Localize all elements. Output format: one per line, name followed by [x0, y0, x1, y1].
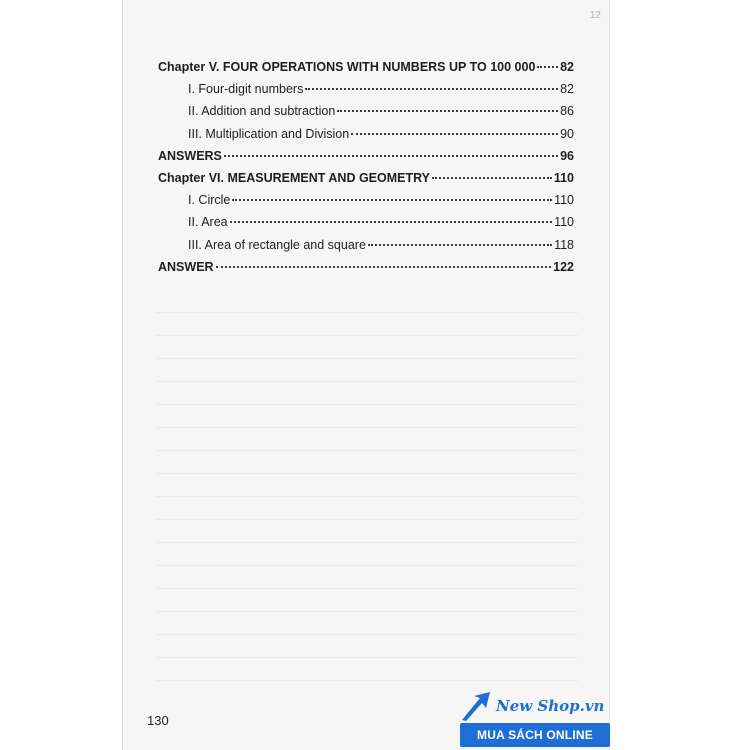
- book-page: [122, 0, 610, 750]
- toc-entry-page: 110: [553, 170, 574, 185]
- watermark-logo: [460, 690, 610, 722]
- toc-entry: [158, 234, 574, 256]
- toc-entry: [158, 211, 574, 233]
- watermark-brand: New Shop.vn: [496, 697, 605, 715]
- toc-entry-page: 82: [560, 60, 574, 74]
- toc-entry-label: III. Multiplication and Division: [188, 126, 350, 141]
- toc-entry: [158, 189, 574, 211]
- toc-entry-label: ANSWER: [158, 259, 214, 274]
- toc-leader-dots: [351, 133, 558, 135]
- toc-entry-label: III. Area of rectangle and square: [188, 237, 366, 252]
- toc-entry-page: 110: [554, 193, 574, 208]
- toc-entry-label: II. Area: [188, 215, 228, 230]
- newshop-watermark: [460, 690, 610, 750]
- toc-leader-dots: [337, 110, 558, 112]
- toc-entry-page: 86: [560, 104, 574, 119]
- toc-entry-label: Chapter VI. MEASUREMENT AND GEOMETRY: [158, 170, 431, 185]
- toc-leader-dots: [537, 66, 558, 68]
- watermark-tagline: MUA SÁCH ONLINE: [460, 723, 610, 747]
- toc-entry-page: 90: [560, 126, 574, 141]
- table-of-contents: [158, 56, 574, 278]
- toc-entry: [158, 100, 574, 122]
- toc-entry: [158, 145, 574, 167]
- toc-entry-page: 82: [560, 82, 574, 97]
- toc-entry: [158, 256, 574, 278]
- toc-leader-dots: [305, 88, 558, 90]
- toc-entry: [158, 78, 574, 100]
- toc-entry-label: Chapter V. FOUR OPERATIONS WITH NUMBERS UP TO 100 000: [158, 60, 536, 74]
- toc-entry-label: I. Four-digit numbers: [188, 82, 304, 97]
- toc-entry-label: ANSWERS: [158, 148, 222, 163]
- toc-entry-label: I. Circle: [188, 193, 231, 208]
- corner-page-number: 12: [589, 10, 601, 21]
- toc-entry: [158, 167, 574, 189]
- arrow-icon: [460, 690, 494, 722]
- toc-entry-page: 118: [554, 237, 574, 252]
- toc-entry: [158, 56, 574, 78]
- toc-leader-dots: [224, 155, 558, 157]
- toc-entry: [158, 123, 574, 145]
- toc-leader-dots: [232, 199, 552, 201]
- toc-leader-dots: [216, 266, 552, 268]
- toc-leader-dots: [432, 177, 552, 179]
- toc-leader-dots: [230, 221, 552, 223]
- toc-leader-dots: [368, 244, 552, 246]
- bleed-through-lines: [157, 290, 577, 681]
- toc-entry-label: II. Addition and subtraction: [188, 104, 336, 119]
- page-number: 130: [147, 713, 169, 728]
- toc-entry-page: 110: [554, 215, 574, 230]
- toc-entry-page: 96: [560, 148, 574, 163]
- toc-entry-page: 122: [553, 259, 574, 274]
